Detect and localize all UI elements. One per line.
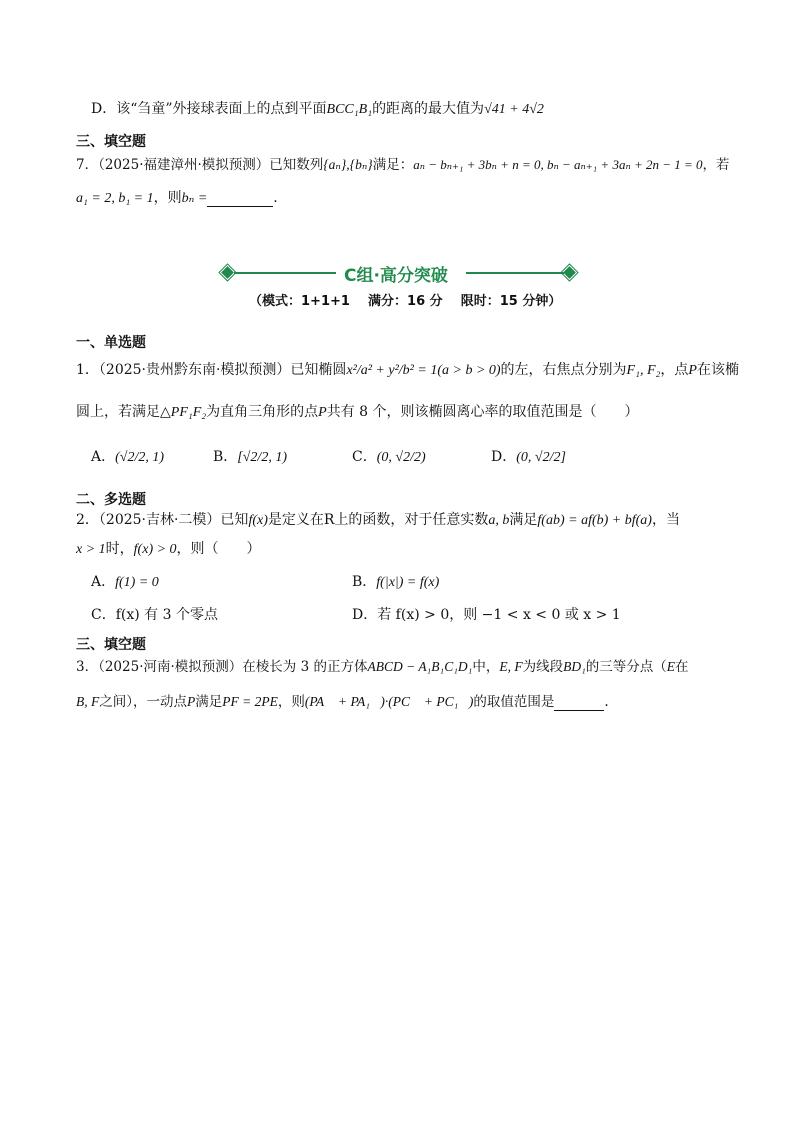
option-d-tail: 的距离的最大值为 <box>372 101 485 117</box>
q1-p2: P <box>318 405 327 420</box>
choice-value: [√2/2, 1) <box>237 450 287 465</box>
choice-label: B． <box>213 449 238 465</box>
q7-answer-blank[interactable] <box>207 190 273 207</box>
q2-fx: f(x) <box>248 513 268 528</box>
q1-foci: F₁, F₂ <box>626 363 661 378</box>
choice-value: (√2/2, 1) <box>115 450 165 465</box>
q2-choice-a[interactable] <box>91 571 159 591</box>
q3-zai: 在 <box>675 659 689 675</box>
q2-eq: f(ab) = af(b) + bf(a) <box>537 513 652 528</box>
banner-info: （模式：1+1+1 满分：16 分 限时：15 分钟） <box>249 294 562 309</box>
q2-choice-c[interactable] <box>91 604 218 624</box>
section-heading-fill-1: 三、填空题 <box>76 134 146 150</box>
q3-answer-blank[interactable] <box>554 694 604 711</box>
q1-line2b: 为直角三角形的点 <box>206 404 319 420</box>
section-heading-single: 一、单选题 <box>76 335 146 351</box>
q7-ruo: ，若 <box>702 157 730 173</box>
choice-label: D． <box>491 449 517 465</box>
q2-mid: 是定义在R上的函数，对于任意实数 <box>267 512 489 528</box>
option-d-label: D．该“刍童”外接球表面上的点到平面 <box>91 101 327 117</box>
q2-cond1: x > 1 <box>76 542 106 557</box>
q2-choice-d[interactable] <box>352 604 621 624</box>
q1-triangle: △PF₁F₂ <box>160 405 207 420</box>
q2-choice-b[interactable] <box>352 571 439 591</box>
q3-period: . <box>604 694 609 710</box>
q2-cond2: f(x) > 0 <box>133 542 177 557</box>
banner-title: C组·高分突破 <box>344 266 448 286</box>
q7-cond: a₁ = 2, b₁ = 1 <box>76 191 154 206</box>
q1-line2a: 圆上，若满足 <box>76 404 160 420</box>
choice-value: f(x) 有 3 个零点 <box>115 607 218 623</box>
q1-tail: 在该椭 <box>696 362 739 378</box>
section-heading-fill-2: 三、填空题 <box>76 637 146 653</box>
q3-seg: 为线段 <box>522 659 564 675</box>
q3-line2c: 满足 <box>195 694 223 710</box>
q3-ze: ，则 <box>277 694 305 710</box>
q2-line2 <box>76 538 261 558</box>
q1-prefix: 1．（2025·贵州黔东南·模拟预测）已知椭圆 <box>76 362 347 378</box>
choice-value: f(1) = 0 <box>115 575 159 590</box>
q1-p: P <box>688 363 697 378</box>
choice-value: 若 f(x) > 0，则 −1 < x < 0 或 x > 1 <box>377 607 621 623</box>
q3-expr: (PA⃗ + PA₁⃗)·(PC⃗ + PC₁⃗) <box>304 694 474 709</box>
choice-value: (0, √2/2] <box>516 450 566 465</box>
q3-e: E <box>666 659 676 674</box>
q2-satisfy: 满足 <box>509 512 538 528</box>
q3-cube: ABCD − A₁B₁C₁D₁ <box>367 659 473 674</box>
q1-line2c: 共有 8 个，则该椭圆离心率的取值范围是（ ） <box>326 404 639 420</box>
choice-value: (0, √2/2) <box>376 450 426 465</box>
q2-prefix: 2．（2025·吉林·二模）已知 <box>76 512 249 528</box>
q1-mid: 的左，右焦点分别为 <box>500 362 627 378</box>
q7-text: ，则 <box>153 190 182 206</box>
q3-line1 <box>76 655 689 675</box>
q7-equation: aₙ − bₙ₊₁ + 3bₙ + n = 0, bₙ − aₙ₊₁ + 3aₙ + 2n − 1 = 0 <box>413 157 703 172</box>
q1-line2 <box>76 401 639 421</box>
q3-line2b: 之间），一动点 <box>99 694 187 710</box>
option-d-line <box>91 98 544 118</box>
q7-var: bₙ = <box>181 191 208 206</box>
q7-satisfy: 满足： <box>372 157 414 173</box>
q1-ellipse: x²/a² + y²/b² = 1(a > b > 0) <box>346 363 501 378</box>
banner-right-line <box>466 272 564 274</box>
q3-line2 <box>76 690 609 711</box>
option-d-value: √41 + 4√2 <box>484 102 544 117</box>
choice-label: C． <box>91 607 116 623</box>
q3-p: P <box>187 694 196 709</box>
q3-bf: B, F <box>76 694 100 709</box>
q1-line1 <box>76 359 739 379</box>
choice-label: A． <box>91 574 116 590</box>
choice-value: f(|x|) = f(x) <box>376 575 440 590</box>
option-d-plane: BCC₁B₁ <box>326 102 373 117</box>
choice-label: D． <box>352 607 378 623</box>
q1-choice-d[interactable] <box>491 446 566 466</box>
q2-ab: a, b <box>488 513 510 528</box>
q7-line2 <box>76 187 278 207</box>
q1-point-text: ，点 <box>660 362 689 378</box>
q3-mid: 中， <box>472 659 500 675</box>
q2-ze: ，则（ ） <box>176 541 261 557</box>
section-heading-multi: 二、多选题 <box>76 492 146 508</box>
q2-line1 <box>76 509 680 529</box>
q1-choice-c[interactable] <box>352 446 426 466</box>
banner-left-line <box>234 272 336 274</box>
q7-prefix: 7．（2025·福建漳州·模拟预测）已知数列 <box>76 157 324 173</box>
q1-choice-a[interactable] <box>91 446 164 466</box>
q3-prefix: 3．（2025·河南·模拟预测）在棱长为 3 的正方体 <box>76 659 368 675</box>
q2-dang: ，当 <box>651 512 680 528</box>
q7-period: . <box>273 190 278 206</box>
choice-label: B． <box>352 574 377 590</box>
q3-cond: PF = 2PE <box>222 694 278 709</box>
q3-tail: 的三等分点（ <box>585 659 667 675</box>
q7-line1 <box>76 153 730 173</box>
q3-ef: E, F <box>499 659 523 674</box>
q1-choice-b[interactable] <box>213 446 287 466</box>
q2-shi: 时， <box>105 541 134 557</box>
q3-bd: BD₁ <box>563 659 586 674</box>
choice-label: C． <box>352 449 377 465</box>
choice-label: A． <box>91 449 116 465</box>
q3-range: 的取值范围是 <box>473 694 555 710</box>
q7-sets: {aₙ},{bₙ} <box>323 157 373 172</box>
